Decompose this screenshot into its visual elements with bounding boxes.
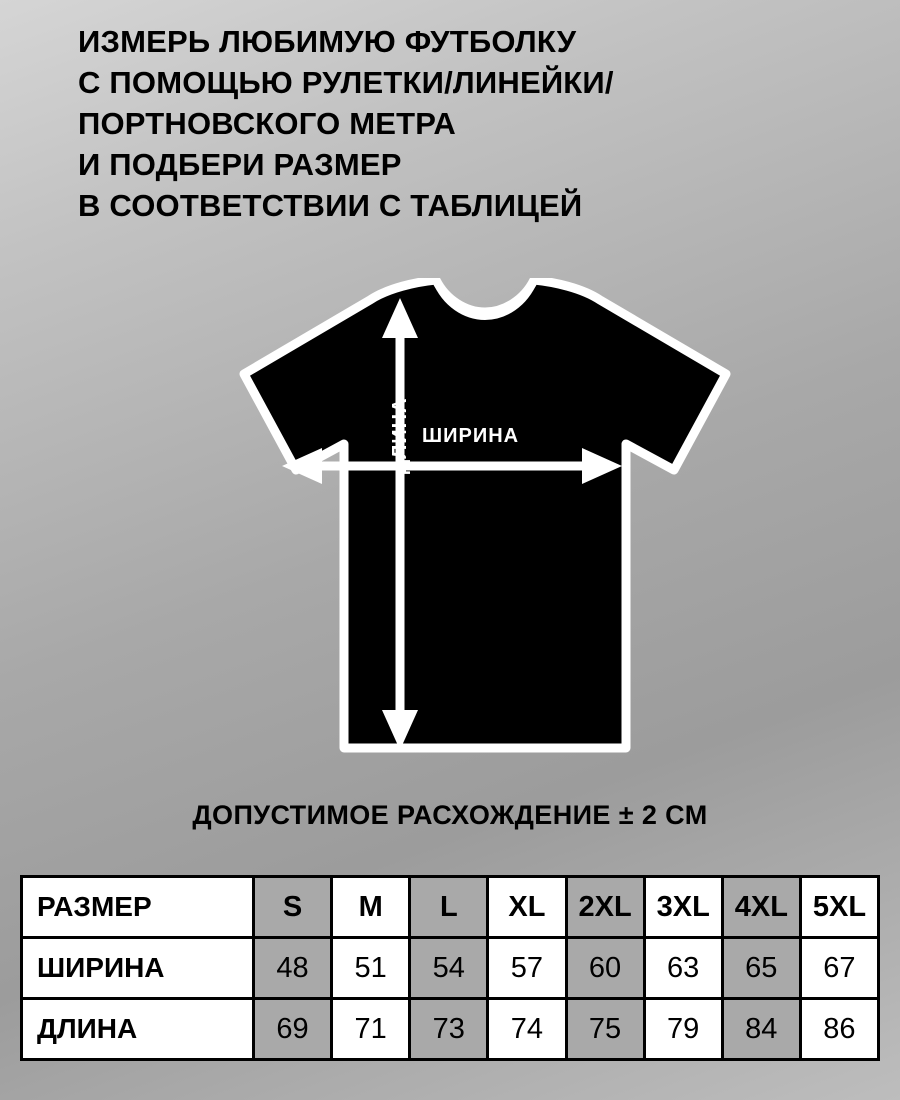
length-label: ДЛИНА xyxy=(389,397,411,474)
table-row-width xyxy=(22,938,879,999)
length-cell-5xl: 86 xyxy=(800,999,878,1060)
length-cell-s: 69 xyxy=(254,999,332,1060)
length-cell-xl: 74 xyxy=(488,999,566,1060)
tshirt-diagram xyxy=(170,278,740,768)
table-row-sizes xyxy=(22,877,879,938)
length-cell-3xl: 79 xyxy=(644,999,722,1060)
width-cell-4xl: 65 xyxy=(722,938,800,999)
tolerance-note: ДОПУСТИМОЕ РАСХОЖДЕНИЕ ± 2 СМ xyxy=(192,800,708,830)
headline-line-3: ПОРТНОВСКОГО МЕТРА xyxy=(78,105,456,141)
length-cell-4xl: 84 xyxy=(722,999,800,1060)
width-cell-l: 54 xyxy=(410,938,488,999)
size-cell-m: M xyxy=(332,877,410,938)
width-cell-2xl: 60 xyxy=(566,938,644,999)
size-cell-3xl: 3XL xyxy=(644,877,722,938)
tshirt-icon xyxy=(170,278,740,768)
width-cell-s: 48 xyxy=(254,938,332,999)
row-header-size: РАЗМЕР xyxy=(22,877,254,938)
headline-line-2: С ПОМОЩЬЮ РУЛЕТКИ/ЛИНЕЙКИ/ xyxy=(78,64,614,100)
width-label: ШИРИНА xyxy=(422,425,520,447)
size-cell-s: S xyxy=(254,877,332,938)
size-cell-4xl: 4XL xyxy=(722,877,800,938)
headline-line-5: В СООТВЕТСТВИИ С ТАБЛИЦЕЙ xyxy=(78,187,583,223)
length-cell-m: 71 xyxy=(332,999,410,1060)
size-cell-l: L xyxy=(410,877,488,938)
headline-line-4: И ПОДБЕРИ РАЗМЕР xyxy=(78,146,402,182)
width-cell-xl: 57 xyxy=(488,938,566,999)
row-header-width: ШИРИНА xyxy=(22,938,254,999)
width-cell-5xl: 67 xyxy=(800,938,878,999)
row-header-length: ДЛИНА xyxy=(22,999,254,1060)
headline-line-1: ИЗМЕРЬ ЛЮБИМУЮ ФУТБОЛКУ xyxy=(78,24,577,59)
length-cell-2xl: 75 xyxy=(566,999,644,1060)
size-cell-xl: XL xyxy=(488,877,566,938)
size-cell-2xl: 2XL xyxy=(566,877,644,938)
headline xyxy=(78,22,838,227)
length-cell-l: 73 xyxy=(410,999,488,1060)
tshirt-body xyxy=(244,280,726,748)
width-cell-3xl: 63 xyxy=(644,938,722,999)
size-table xyxy=(20,875,880,1061)
size-cell-5xl: 5XL xyxy=(800,877,878,938)
table-row-length xyxy=(22,999,879,1060)
width-cell-m: 51 xyxy=(332,938,410,999)
